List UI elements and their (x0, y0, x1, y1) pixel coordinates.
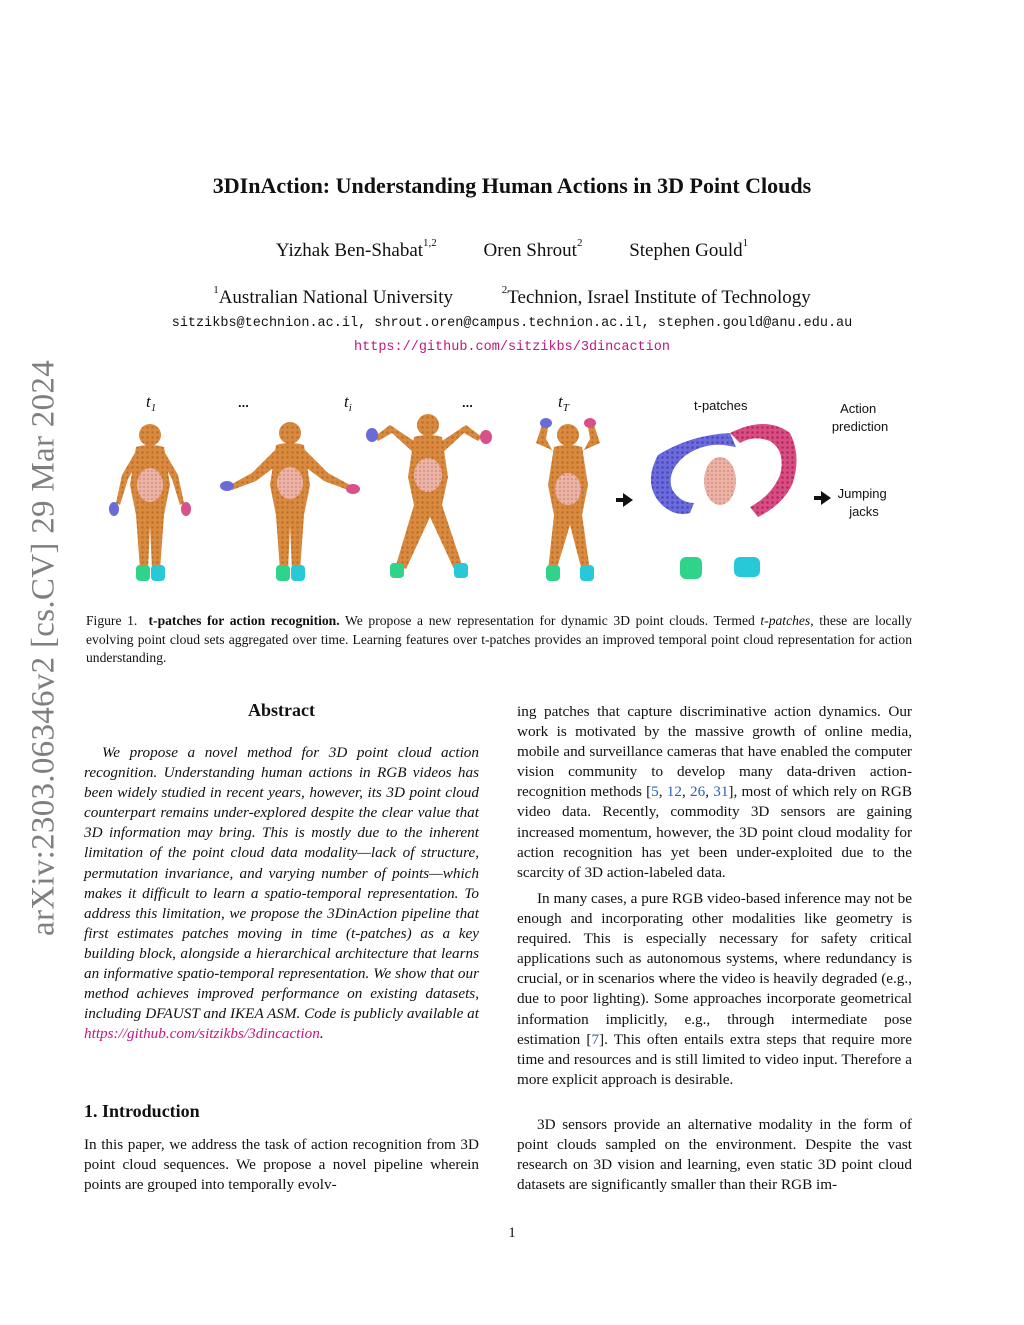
abstract-body: We propose a novel method for 3D point cloud action recognition. Understanding human actions in RGB videos has been widely studied in recent years, however, its 3D point cloud counterpart remains under-explored despite the clear value that 3D information may bring. This is mostly due to the inherent limitation of the point cloud data modality—lack of structure, permutation invariance, and varying number of points—which makes it difficult to learn a spatio-temporal representation. To address this limitation, we propose the 3DinAction pipeline that first estimates patches moving in time (t-patches) as a key building block, alongside a hierarchical architecture that learns an informative spatio-temporal representation. We show that our method achieves improved performance on existing datasets, including DFAUST and IKEA ASM. Code is publicly available at https://github.com/sitzikbs/3dincaction. (84, 744, 479, 1043)
tpatches-visual (651, 424, 797, 579)
time-label-ti: $t_i$ (344, 392, 352, 414)
paper-title: 3DInAction: Understanding Human Actions in 3D Point Clouds (212, 173, 812, 198)
citation-link[interactable]: 12 (666, 783, 682, 801)
author-list (0, 237, 1024, 262)
page-number: 1 (508, 1225, 516, 1241)
affiliation-list (0, 284, 1024, 309)
action-prediction-label: Action prediction (831, 401, 889, 434)
citation-link[interactable]: 31 (713, 783, 729, 801)
code-link[interactable]: https://github.com/sitzikbs/3dincaction (84, 1025, 320, 1043)
predicted-action: Jumping jacks (837, 486, 887, 519)
figure-1 (90, 385, 930, 600)
intro-paragraph: In many cases, a pure RGB video-based inference may not be enough and incorporating other modalities like geometry is required. This is especially necessary for safety critical applications such as autonomous systems, where redundancy is crucial, or in scenarios where the video is heavily degraded (e.g., due to poor lighting). Some approaches incorporate geometrical information implicitly, e.g., through intermediate pose estimation [7]. This often entails extra steps that require more time and resources and is still limited to video input. Therefore a more explicit approach is desirable. (517, 890, 912, 1088)
human-figure-3 (366, 414, 492, 578)
ellipsis-2: ... (462, 395, 473, 410)
author: Stephen Gould$^1$ (629, 237, 749, 261)
ellipsis-1: ... (238, 395, 249, 410)
arrow-icon (814, 491, 831, 505)
abstract-heading: Abstract (248, 700, 315, 720)
time-label-t1: $t_1$ (146, 392, 157, 414)
author: Yizhak Ben-Shabat$^{1,2}$ (275, 237, 437, 261)
intro-paragraph: ing patches that capture discriminative action dynamics. Our work is motivated by the massive growth of online media, mobile and surveillance cameras that have enabled the computer vision community to develop many data-driven action-recognition methods [5, 12, 26, 31], most of which rely on RGB video data. Recently, commodity 3D sensors are gaining increased momentum, however, the 3D point cloud modality for action recognition has yet been under-exploited due to the scarcity of 3D action-labeled data. (517, 703, 912, 881)
time-label-tT: $t_T$ (558, 392, 569, 414)
affiliation: $^2$Technion, Israel Institute of Technology (501, 284, 811, 308)
repo-link[interactable]: https://github.com/sitzikbs/3dincaction (354, 340, 670, 355)
author-emails: sitzikbs@technion.ac.il, shrout.oren@campus.technion.ac.il, stephen.gould@anu.edu.au (171, 316, 853, 331)
figure-caption: Figure 1. t-patches for action recognition. We propose a new representation for dynamic 3D point clouds. Termed t-patches, these are locally evolving point cloud sets aggregated over time. Learning features over t-patches provides an improved temporal point cloud representation for action understanding. (86, 613, 912, 665)
citation-link[interactable]: 26 (690, 783, 706, 801)
intro-paragraph: In this paper, we address the task of action recognition from 3D point cloud sequences. We propose a novel pipeline wherein points are grouped into temporally evolv- (84, 1136, 479, 1194)
affiliation: $^1$Australian National University (213, 284, 453, 308)
intro-paragraph: 3D sensors provide an alternative modality in the form of point clouds sampled on the environment. Despite the vast research on 3D vision and learning, even static 3D point cloud datasets are significantly smaller than their RGB im- (517, 1116, 912, 1194)
author: Oren Shrout$^2$ (483, 237, 583, 261)
human-figure-4 (536, 418, 600, 581)
human-figure-2 (220, 422, 360, 581)
citation-link[interactable]: 5 (651, 783, 659, 801)
arxiv-side-stamp: arXiv:2303.06346v2 [cs.CV] 29 Mar 2024 (25, 360, 62, 936)
human-figure-1 (109, 424, 191, 581)
section-heading-introduction: 1. Introduction (84, 1101, 200, 1121)
tpatches-label: t-patches (694, 398, 748, 413)
arrow-icon (616, 493, 633, 507)
citation-link[interactable]: 7 (591, 1030, 600, 1048)
